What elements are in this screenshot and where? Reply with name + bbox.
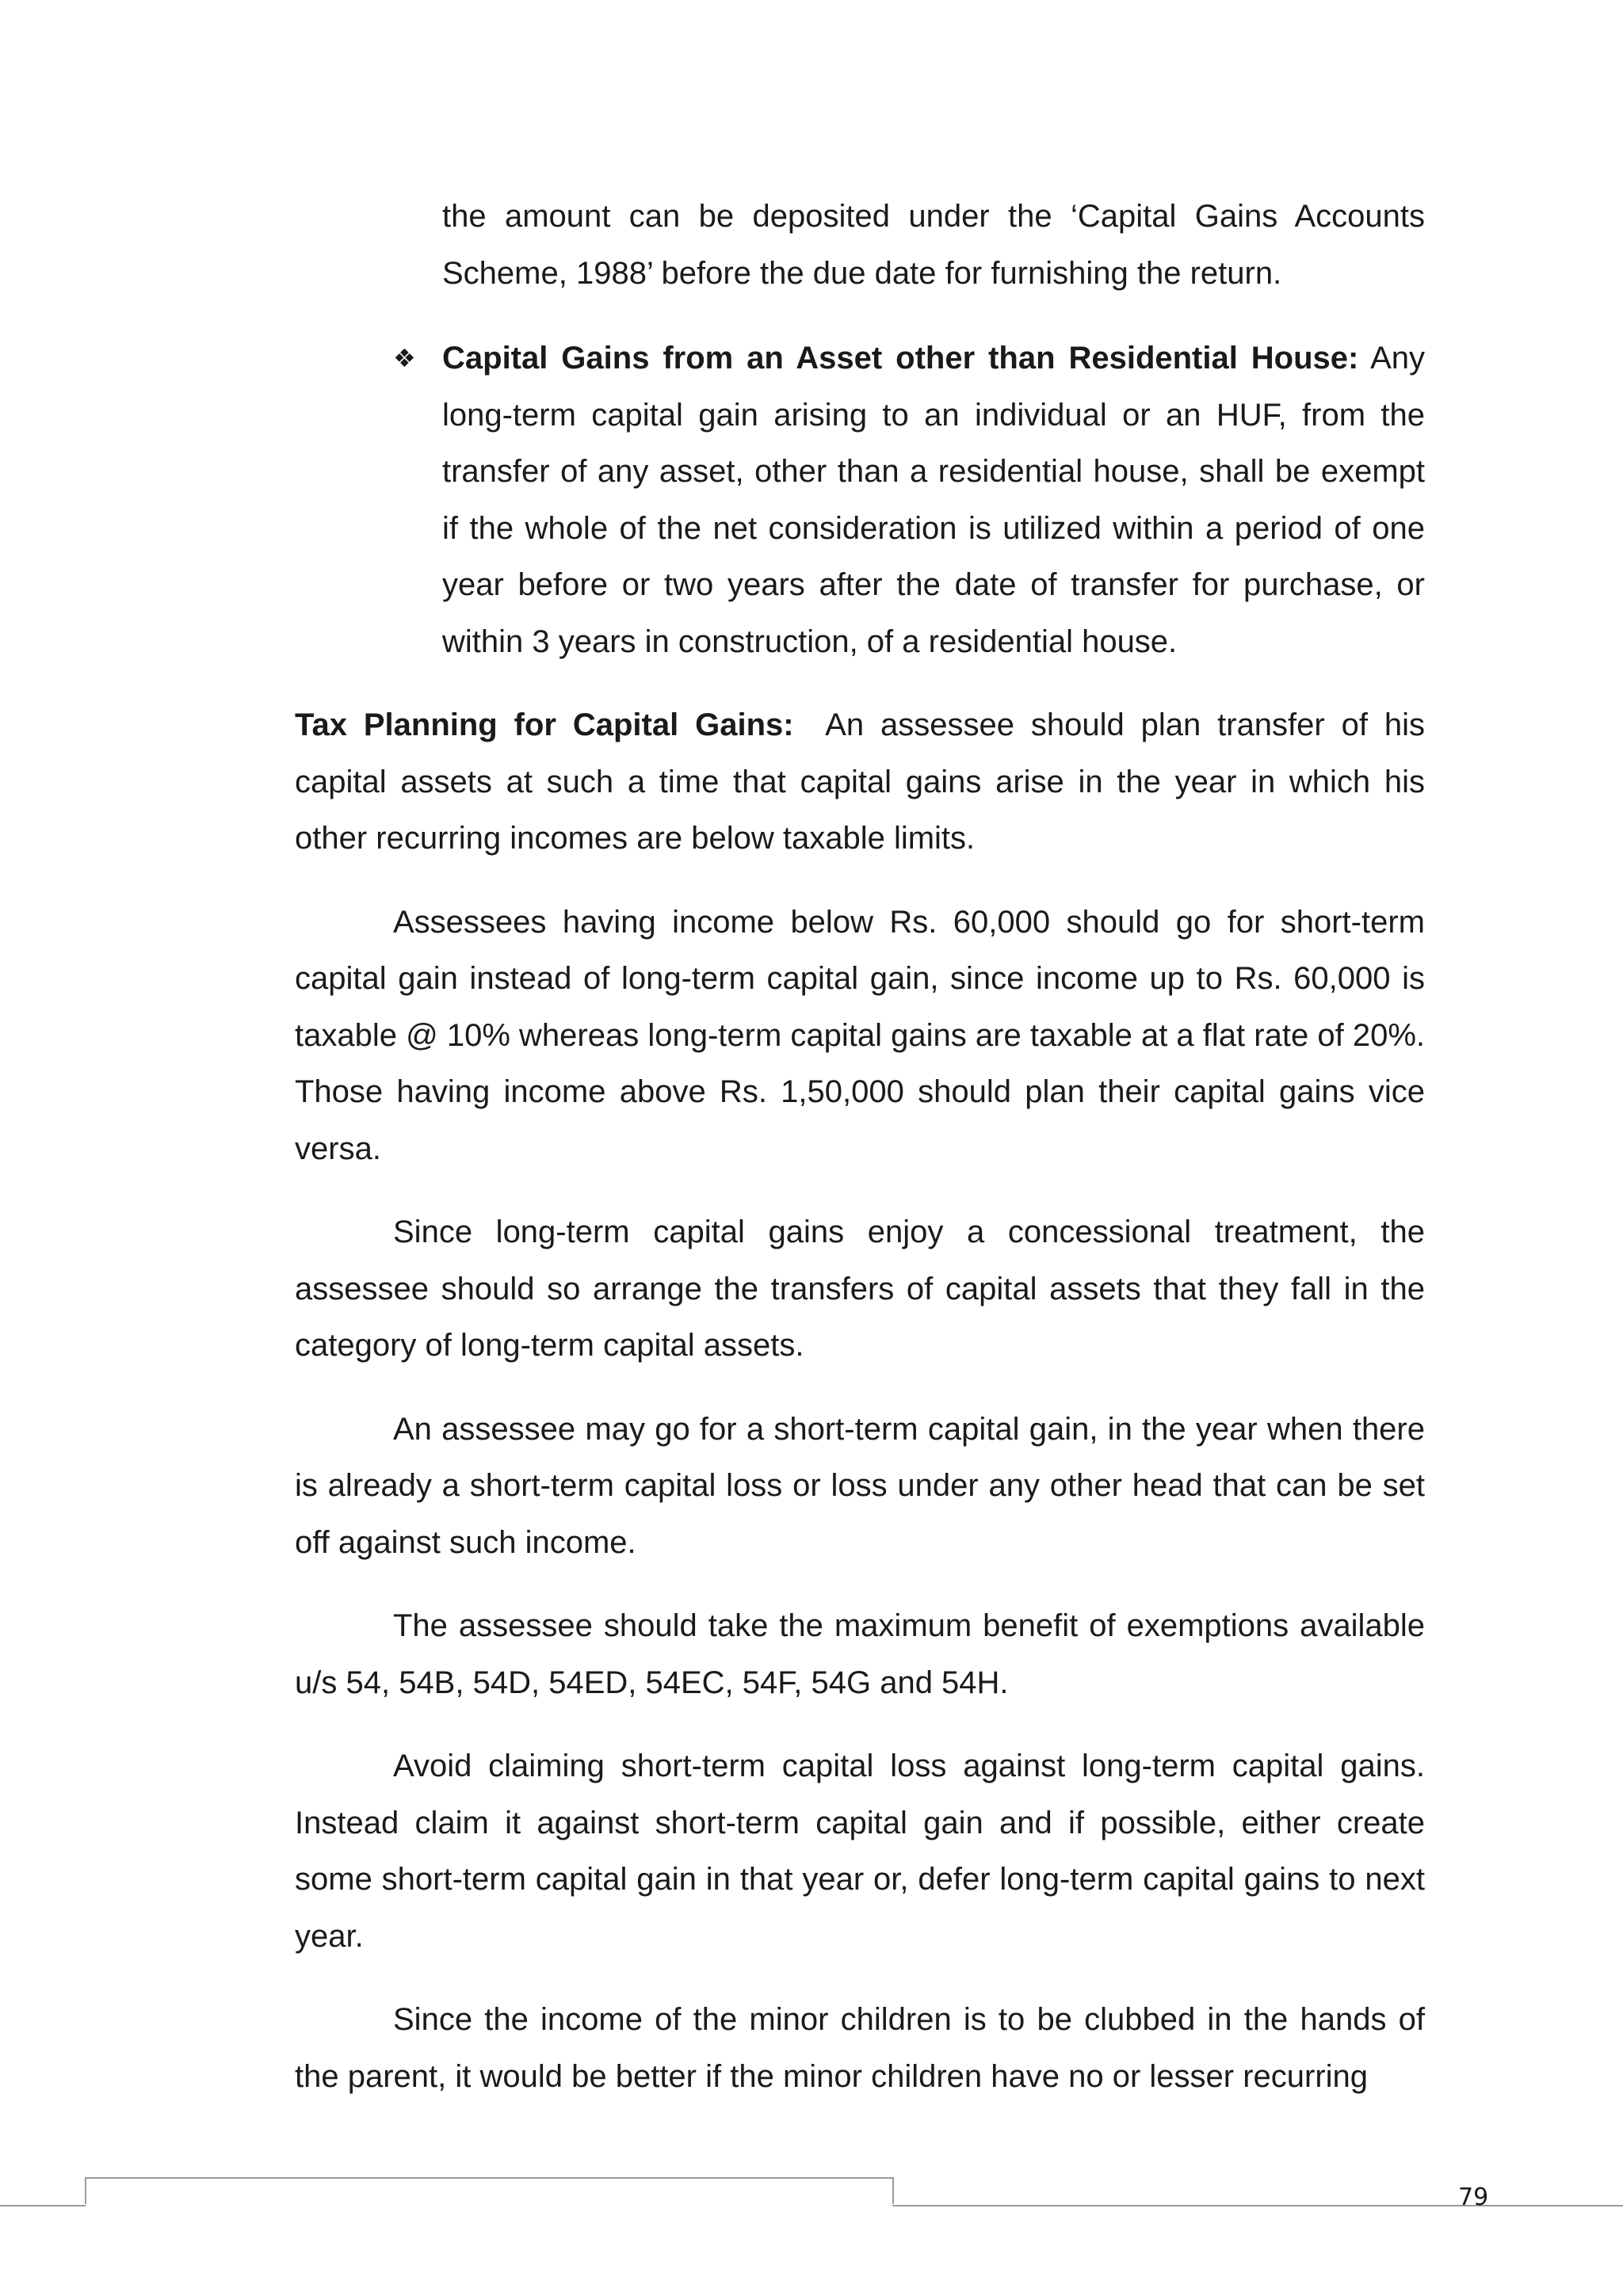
- page-body: [295, 189, 1434, 2105]
- footer-tab-frame: [85, 2177, 894, 2204]
- bullet-item-residential-house: [393, 330, 1425, 670]
- tax-planning-paragraph: [295, 697, 1434, 868]
- page-number: 79: [1458, 2183, 1489, 2211]
- tax-planning-text: An assessee should plan transfer of his capital assets at such a time that capital gains arise in the year in which his other recurring incomes are below taxable limits.: [295, 707, 1434, 856]
- bullet-text: Any long-term capital gain arising to an individual or an HUF, from the transfer of any asset, other than a residential house, shall be exempt if the whole of the net consideration is utilized within a period of one year before or two years after the date of transfer for purchase, or within 3 years in construction, of a residential house.: [442, 341, 1425, 659]
- continuation-paragraph: the amount can be deposited under the ‘Capital Gains Accounts Scheme, 1988’ before the due date for furnishing the return.: [442, 199, 1425, 291]
- tax-planning-heading: Tax Planning for Capital Gains:: [295, 707, 794, 742]
- body-paragraph-avoid-claiming: Avoid claiming short-term capital loss against long-term capital gains. Instead claim it against short-term capital gain and if possible, either create some short-term capital gain in that year or, defer long-term capital gains to next year.: [295, 1749, 1425, 1954]
- bullet-heading: Capital Gains from an Asset other than Residential House:: [442, 341, 1359, 376]
- body-paragraph-minor-children: Since the income of the minor children is to be clubbed in the hands of the parent, it would be better if the minor children have no or lesser recurring: [295, 2002, 1425, 2094]
- footer-rule-right: [892, 2205, 1623, 2206]
- body-paragraph-income-limits: Assessees having income below Rs. 60,000 should go for short-term capital gain instead of long-term capital gain, since income up to Rs. 60,000 is taxable @ 10% whereas long-term capital gains are taxable at a flat rate of 20%. Those having income above Rs. 1,50,000 should plan their capital gains vice versa.: [295, 904, 1425, 1166]
- bullet-paragraph: [442, 330, 1425, 670]
- footer-rule-left: [0, 2205, 86, 2206]
- four-diamond-bullet-icon: ❖: [393, 343, 416, 373]
- body-paragraph-long-term-treatment: Since long-term capital gains enjoy a concessional treatment, the assessee should so arrange the transfers of capital assets that they fall in the category of long-term capital assets.: [295, 1215, 1425, 1363]
- body-paragraph-exemptions: The assessee should take the maximum benefit of exemptions available u/s 54, 54B, 54D, 54ED, 54EC, 54F, 54G and 54H.: [295, 1608, 1425, 1700]
- body-paragraph-short-term-loss: An assessee may go for a short-term capital gain, in the year when there is already a short-term capital loss or loss under any other head that can be set off against such income.: [295, 1411, 1425, 1560]
